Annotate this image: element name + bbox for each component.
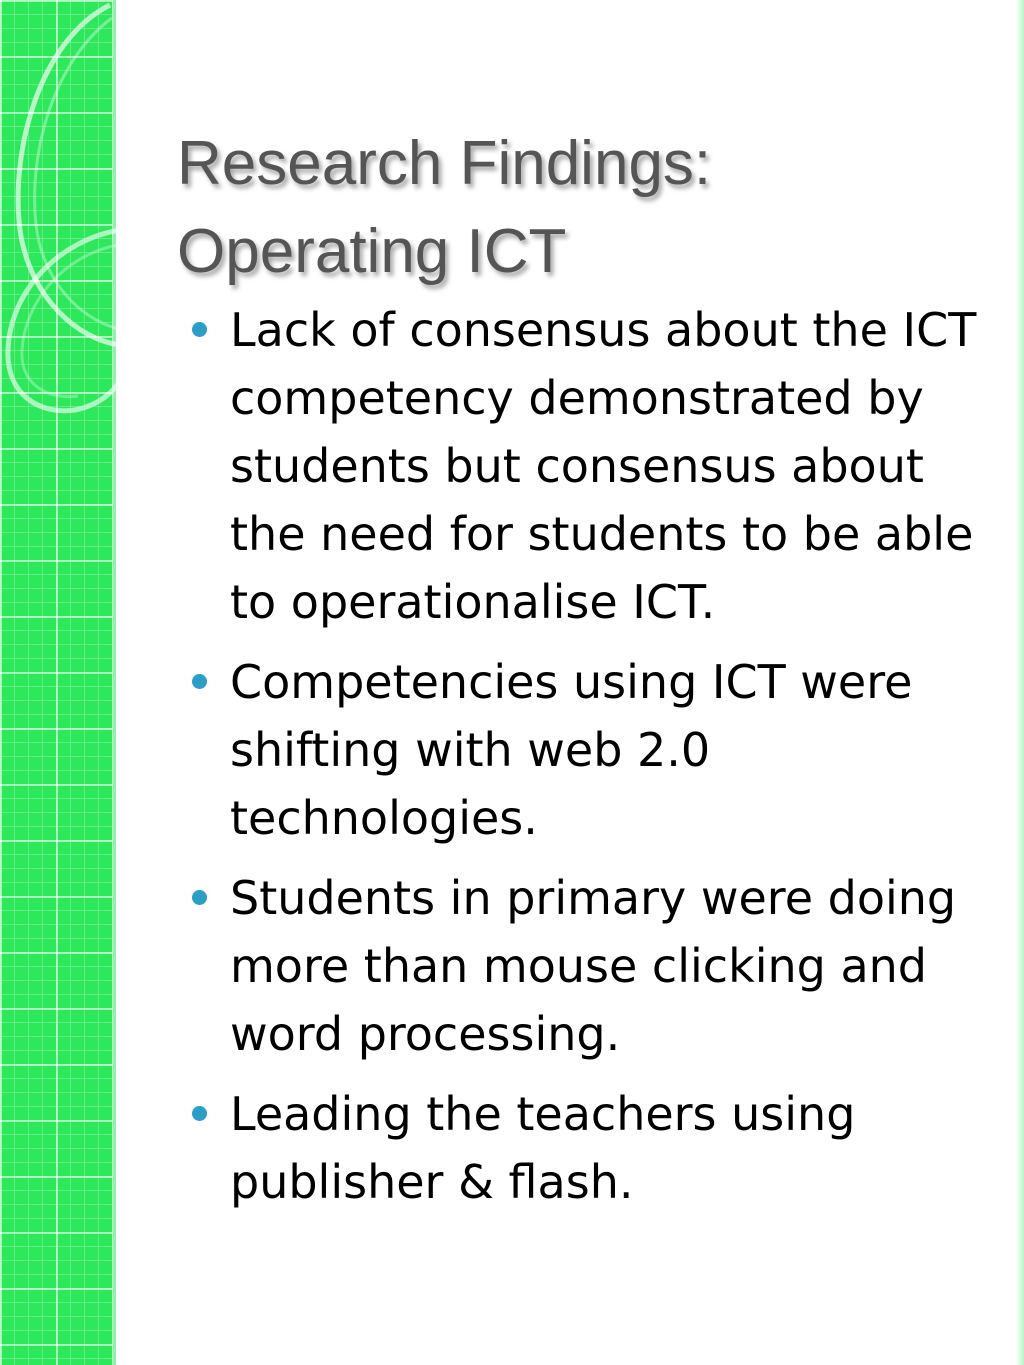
bullet-item (188, 1080, 988, 1216)
bullet-item (188, 864, 988, 1068)
slide-title (177, 120, 977, 296)
title-line-1: Research Findings: (177, 129, 712, 198)
bullet-text: Lack of consensus about the ICT competency demonstrated by students but consensus about the need for students to be able to operationalise ICT. (230, 303, 977, 629)
bullet-item (188, 296, 988, 636)
bullet-dot-icon (192, 1106, 207, 1121)
bullet-list (188, 296, 988, 1228)
bullet-text: Leading the teachers using publisher & flash. (230, 1087, 856, 1209)
right-edge (1016, 0, 1024, 1365)
bullet-dot-icon (192, 890, 207, 905)
bullet-dot-icon (192, 674, 207, 689)
title-line-2: Operating ICT (177, 217, 567, 286)
bullet-text: Competencies using ICT were shifting with web 2.0 technologies. (230, 655, 913, 845)
bullet-text: Students in primary were doing more than mouse clicking and word processing. (230, 871, 957, 1061)
bullet-item (188, 648, 988, 852)
bullet-dot-icon (192, 322, 207, 337)
decorative-swirl-icon (0, 0, 140, 460)
